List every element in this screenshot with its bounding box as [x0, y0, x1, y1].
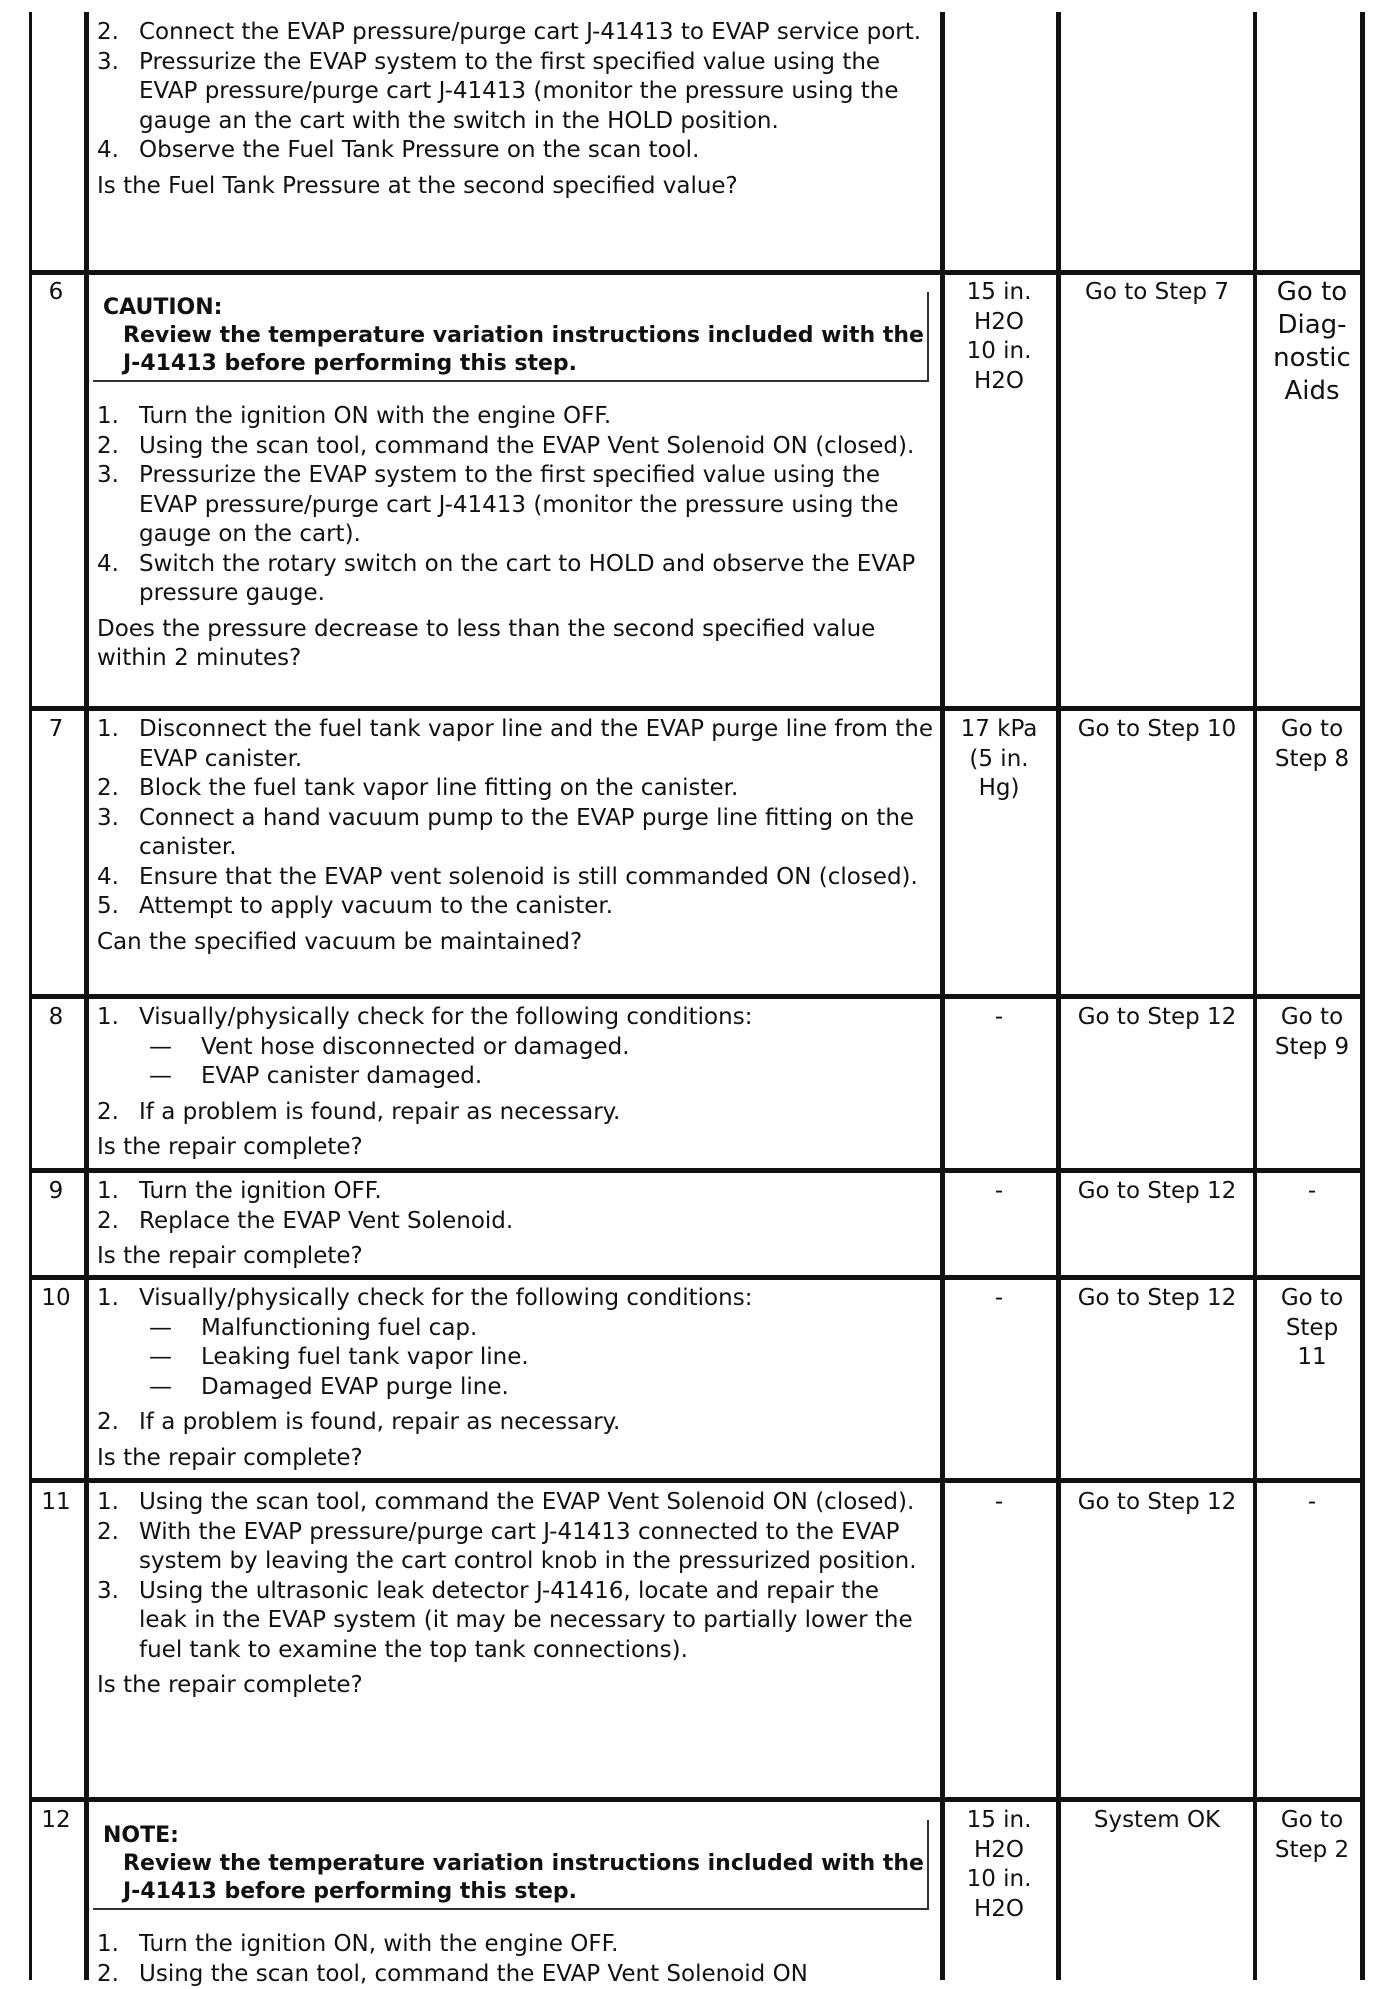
- value-cell: 15 in. H2O 10 in. H2O: [944, 278, 1054, 396]
- action-cell: [93, 1003, 933, 1163]
- step-question: Does the pressure decrease to less than the second specified value within 2 minutes?: [93, 615, 933, 674]
- list-item: 2. Connect the EVAP pressure/purge cart J-41413 to EVAP service port.: [93, 18, 933, 48]
- list-item: 4. Ensure that the EVAP vent solenoid is still commanded ON (closed).: [93, 863, 933, 893]
- list-item: 2. With the EVAP pressure/purge cart J-41413 connected to the EVAP system by leaving the cart control knob in the pressurized position.: [93, 1518, 933, 1577]
- list-item: 1. Visually/physically check for the following conditions:: [93, 1284, 933, 1314]
- action-cell: [93, 1488, 933, 1701]
- value-cell: 15 in. H2O 10 in. H2O: [944, 1806, 1054, 1924]
- action-cell: [93, 715, 933, 957]
- no-cell: -: [1258, 1177, 1366, 1207]
- caution-text: Review the temperature variation instructions included with the J-41413 before performing this step.: [103, 322, 927, 378]
- yes-cell: Go to Step 12: [1062, 1003, 1252, 1033]
- list-item: 2. Using the scan tool, command the EVAP Vent Solenoid ON (closed).: [93, 432, 933, 462]
- value-cell: -: [944, 1003, 1054, 1033]
- no-cell: Go to Step 9: [1258, 1003, 1366, 1062]
- list-item: 2. If a problem is found, repair as necessary.: [93, 1408, 933, 1438]
- no-cell: -: [1258, 1488, 1366, 1518]
- caution-heading: CAUTION:: [103, 294, 927, 322]
- step-question: Is the repair complete?: [93, 1242, 933, 1272]
- step-number: 6: [30, 278, 82, 308]
- yes-cell: Go to Step 12: [1062, 1284, 1252, 1314]
- action-cell: [93, 1806, 933, 1989]
- value-cell: -: [944, 1177, 1054, 1207]
- step-number: 12: [30, 1806, 82, 1836]
- step-question: Is the Fuel Tank Pressure at the second specified value?: [93, 172, 933, 202]
- list-item: 2. Using the scan tool, command the EVAP Vent Solenoid ON: [93, 1960, 933, 1989]
- yes-cell: Go to Step 7: [1062, 278, 1252, 308]
- list-item: 1. Disconnect the fuel tank vapor line and the EVAP purge line from the EVAP canister.: [93, 715, 933, 774]
- list-item: 3. Using the ultrasonic leak detector J-41416, locate and repair the leak in the EVAP system (it may be necessary to partially lower the fuel tank to examine the top tank connections).: [93, 1577, 933, 1666]
- step-number: 9: [30, 1177, 82, 1207]
- step-number: 10: [30, 1284, 82, 1314]
- list-item: 2. Block the fuel tank vapor line fitting on the canister.: [93, 774, 933, 804]
- list-item: 2. If a problem is found, repair as necessary.: [93, 1098, 933, 1128]
- yes-cell: Go to Step 12: [1062, 1177, 1252, 1207]
- no-cell: Go to Step 8: [1258, 715, 1366, 774]
- row-separator: [29, 1478, 1365, 1483]
- no-cell: Go to Step 2: [1258, 1806, 1366, 1865]
- no-cell: Go to Diag- nostic Aids: [1258, 276, 1366, 408]
- list-item: 4. Observe the Fuel Tank Pressure on the scan tool.: [93, 136, 933, 166]
- yes-cell: System OK: [1062, 1806, 1252, 1836]
- action-cell: [93, 1284, 933, 1473]
- action-cell: [93, 18, 933, 201]
- yes-cell: Go to Step 10: [1062, 715, 1252, 745]
- list-item: 3. Pressurize the EVAP system to the first specified value using the EVAP pressure/purge cart J-41413 (monitor the pressure using the gauge an the cart with the switch in the HOLD position.: [93, 48, 933, 137]
- list-item: 3. Connect a hand vacuum pump to the EVAP purge line fitting on the canister.: [93, 804, 933, 863]
- note-text: Review the temperature variation instructions included with the J-41413 before performing this step.: [103, 1850, 927, 1906]
- caution-box: [93, 292, 929, 382]
- sub-list-item: — Malfunctioning fuel cap.: [93, 1314, 933, 1344]
- list-item: 2. Replace the EVAP Vent Solenoid.: [93, 1207, 933, 1237]
- sub-list-item: — Damaged EVAP purge line.: [93, 1373, 933, 1403]
- value-cell: -: [944, 1488, 1054, 1518]
- value-cell: 17 kPa (5 in. Hg): [944, 715, 1054, 804]
- list-item: 1. Using the scan tool, command the EVAP Vent Solenoid ON (closed).: [93, 1488, 933, 1518]
- list-item: 5. Attempt to apply vacuum to the canister.: [93, 892, 933, 922]
- sub-list-item: — Leaking fuel tank vapor line.: [93, 1343, 933, 1373]
- row-separator: [29, 706, 1365, 711]
- list-item: 3. Pressurize the EVAP system to the first specified value using the EVAP pressure/purge cart J-41413 (monitor the pressure using the gauge on the cart).: [93, 461, 933, 550]
- row-separator: [29, 1168, 1365, 1173]
- step-number: 8: [30, 1003, 82, 1033]
- note-box: [93, 1820, 929, 1910]
- step-number: 11: [30, 1488, 82, 1518]
- step-question: Is the repair complete?: [93, 1671, 933, 1701]
- list-item: 1. Turn the ignition ON with the engine OFF.: [93, 402, 933, 432]
- step-number: 7: [30, 715, 82, 745]
- step-question: Is the repair complete?: [93, 1133, 933, 1163]
- list-item: 1. Visually/physically check for the following conditions:: [93, 1003, 933, 1033]
- step-question: Can the specified vacuum be maintained?: [93, 928, 933, 958]
- row-separator: [29, 270, 1365, 275]
- list-item: 1. Turn the ignition OFF.: [93, 1177, 933, 1207]
- row-separator: [29, 1797, 1365, 1802]
- row-separator: [29, 994, 1365, 999]
- yes-cell: Go to Step 12: [1062, 1488, 1252, 1518]
- action-cell: [93, 1177, 933, 1272]
- value-cell: -: [944, 1284, 1054, 1314]
- sub-list-item: — EVAP canister damaged.: [93, 1062, 933, 1092]
- step-question: Is the repair complete?: [93, 1444, 933, 1474]
- action-cell: [93, 278, 933, 674]
- list-item: 4. Switch the rotary switch on the cart to HOLD and observe the EVAP pressure gauge.: [93, 550, 933, 609]
- no-cell: Go to Step 11: [1258, 1284, 1366, 1373]
- note-heading: NOTE:: [103, 1822, 927, 1850]
- list-item: 1. Turn the ignition ON, with the engine OFF.: [93, 1930, 933, 1960]
- sub-list-item: — Vent hose disconnected or damaged.: [93, 1033, 933, 1063]
- row-separator: [29, 1275, 1365, 1280]
